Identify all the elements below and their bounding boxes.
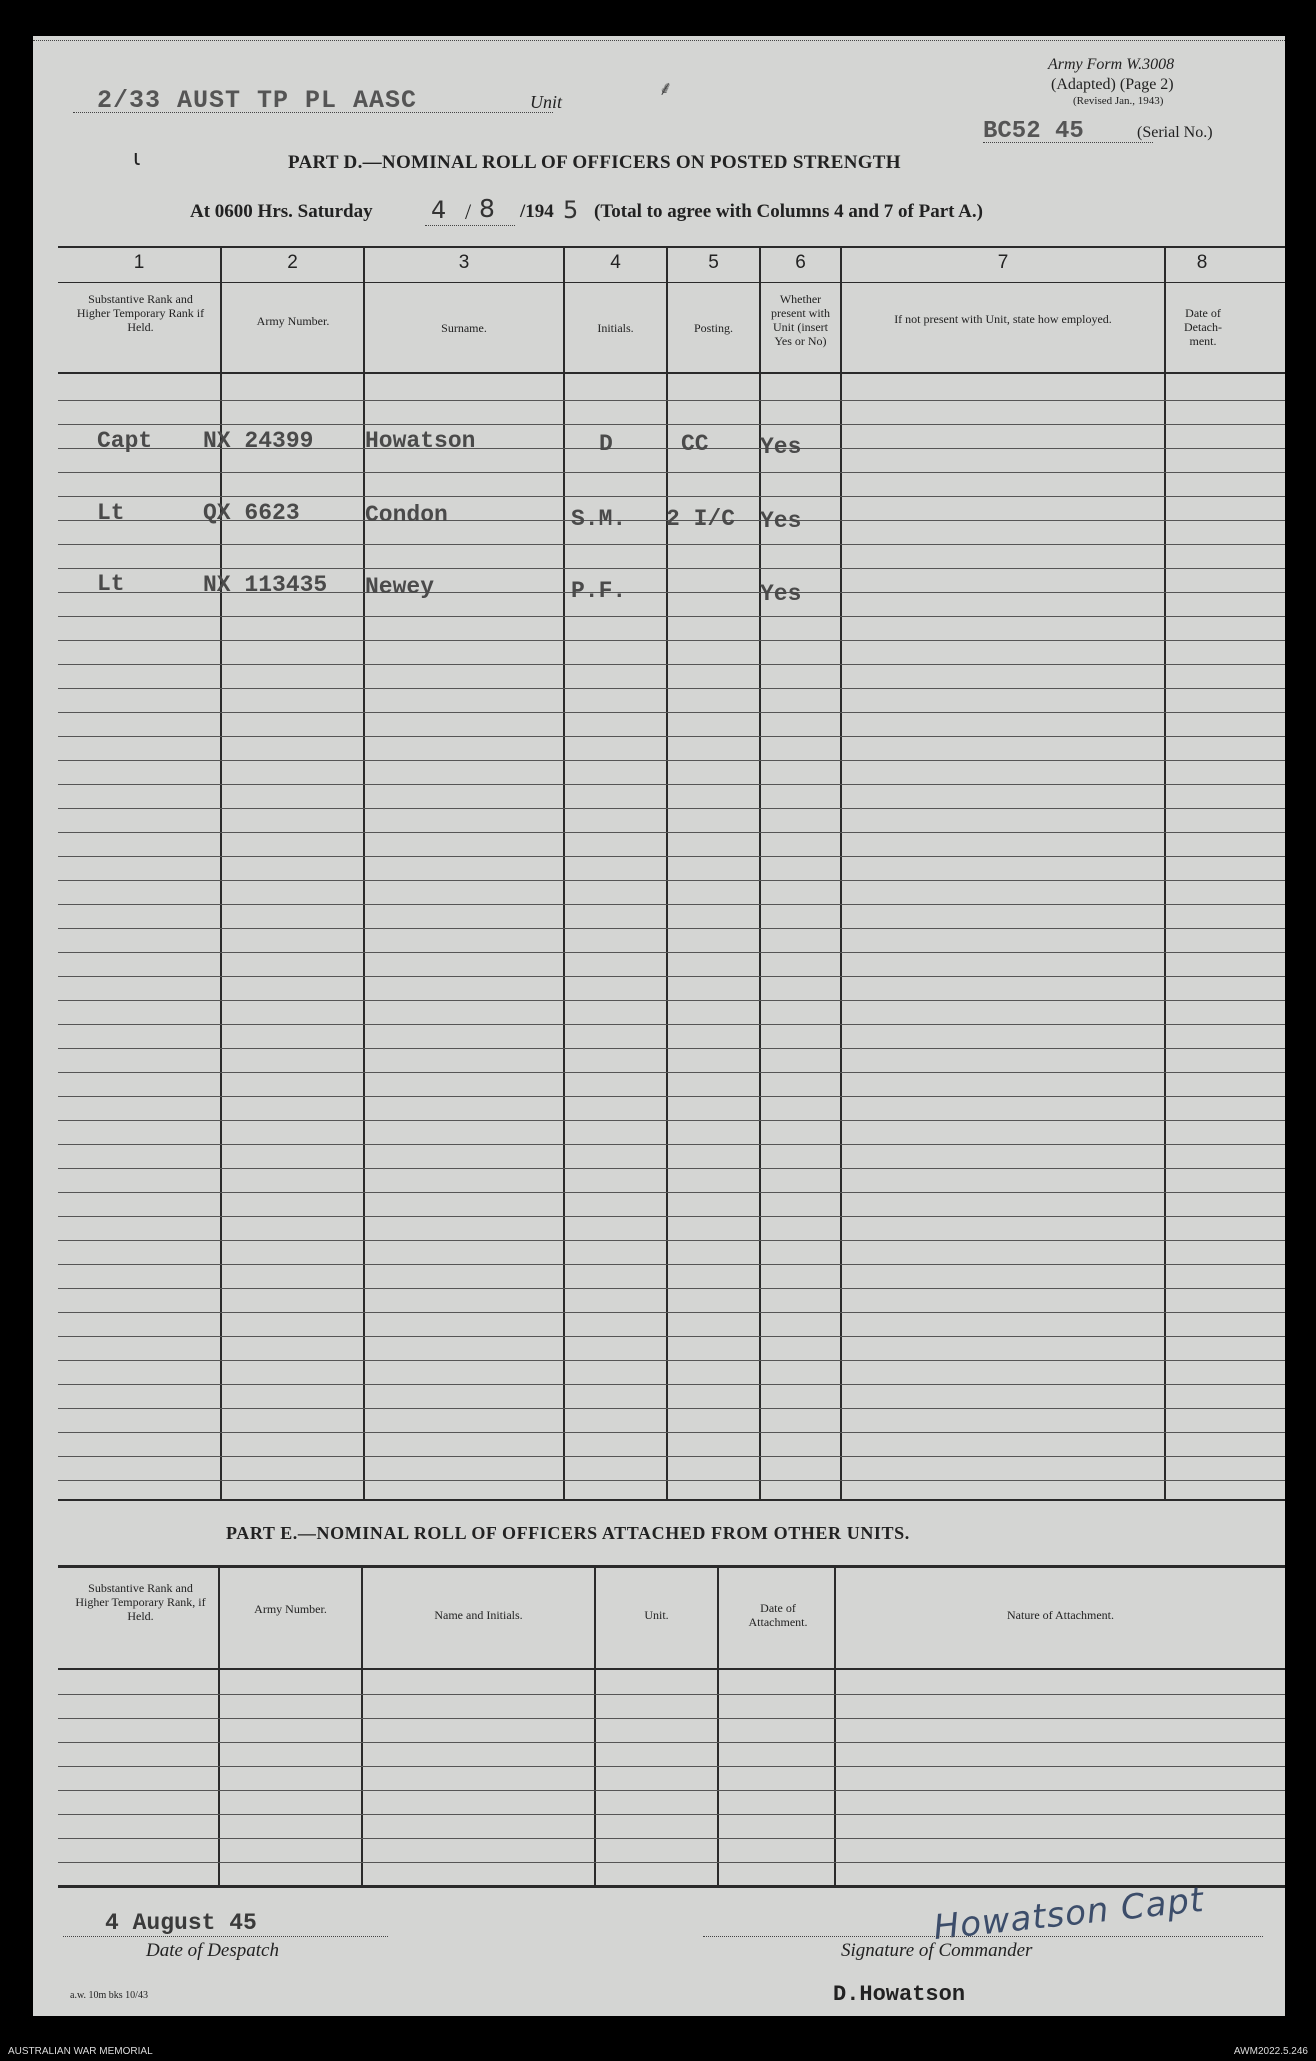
ruled-line (58, 712, 1285, 713)
col-hdr-initials: Initials. (597, 321, 634, 335)
col-e-line-1 (218, 1565, 220, 1885)
date-separator: / (465, 199, 472, 224)
row1-army-number: NX 24399 (203, 428, 314, 454)
date-year-digit: 5 (563, 196, 579, 224)
ruled-line (58, 1216, 1285, 1217)
at-prefix: At 0600 Hrs. Saturday (190, 201, 373, 222)
col-e-hdr-rank: Substantive Rank and Higher Temporary Rank, if Held. (75, 1581, 206, 1623)
table-d-bottom (58, 1499, 1285, 1501)
table-e-header-bottom (58, 1668, 1285, 1670)
ruled-line (58, 1048, 1285, 1049)
ruled-line (58, 1240, 1285, 1241)
row2-initials: S.M. (571, 506, 627, 532)
signature-label: Signature of Commander (841, 1940, 1033, 1961)
date-month: 8 (479, 194, 495, 223)
ruled-line (58, 1862, 1285, 1863)
col-num-8: 8 (1196, 252, 1208, 273)
col-e-hdr-name: Name and Initials. (434, 1608, 523, 1622)
ruled-line (58, 544, 1285, 545)
despatch-dotline (63, 1936, 388, 1937)
unit-value: 2/33 AUST TP PL AASC (97, 86, 418, 115)
ruled-line (58, 1432, 1285, 1433)
commander-signature: Howatson Capt (931, 1879, 1207, 1949)
ruled-line (58, 1192, 1285, 1193)
despatch-date-value: 4 August 45 (105, 1910, 257, 1936)
ruled-line (58, 856, 1285, 857)
col-num-2: 2 (287, 252, 298, 273)
serial-value: BC52 45 (983, 118, 1084, 145)
ruled-line (58, 1024, 1285, 1025)
ruled-line (58, 1120, 1285, 1121)
ruled-line (58, 1312, 1285, 1313)
table-e-top (58, 1565, 1285, 1568)
ruled-line (58, 1742, 1285, 1743)
col-num-1: 1 (133, 252, 145, 273)
date-day: 4 (431, 196, 447, 224)
col-e-hdr-army-number: Army Number. (254, 1602, 327, 1616)
col-e-line-4 (717, 1565, 719, 1885)
row2-surname: Condon (365, 502, 448, 528)
archive-right-label: AWM2022.5.246 (1233, 2046, 1308, 2057)
row2-posting: 2 I/C (666, 506, 736, 532)
part-d-title: PART D.—NOMINAL ROLL OF OFFICERS ON POSTED STRENGTH (288, 152, 901, 173)
ruled-line (58, 976, 1285, 977)
ruled-line (58, 1790, 1285, 1791)
ruled-line (58, 1480, 1285, 1481)
ruled-line (58, 1264, 1285, 1265)
ruled-line (58, 1814, 1285, 1815)
tick-mark: ɩ (133, 146, 141, 171)
typed-name: D.Howatson (833, 1982, 966, 2007)
col-e-hdr-unit: Unit. (644, 1608, 669, 1622)
ruled-line (58, 1168, 1285, 1169)
row3-surname: Newey (365, 574, 435, 600)
date-dotline (425, 225, 515, 226)
ruled-line (58, 904, 1285, 905)
despatch-label: Date of Despatch (146, 1940, 279, 1961)
col-num-6: 6 (795, 252, 806, 273)
col-e-hdr-nature: Nature of Attachment. (1007, 1608, 1114, 1622)
ruled-line (58, 1096, 1285, 1097)
table-d-numrow-bottom (58, 282, 1285, 283)
col-e-hdr-attachment-date: Date of Attachment. (748, 1601, 808, 1629)
col-hdr-posting: Posting. (693, 321, 733, 335)
col-hdr-present: Whether present with Unit (insert Yes or No) (771, 292, 830, 348)
col-hdr-rank: Substantive Rank and Higher Temporary Rank if Held. (76, 292, 205, 334)
row1-surname: Howatson (365, 428, 476, 454)
part-e-title: PART E.—NOMINAL ROLL OF OFFICERS ATTACHED FROM OTHER UNITS. (226, 1523, 910, 1543)
serial-dotline (983, 142, 1153, 143)
revised-label: (Revised Jan., 1943) (1073, 95, 1164, 107)
row2-army-number: QX 6623 (203, 500, 300, 526)
row3-present: Yes (760, 581, 802, 607)
ruled-line (58, 1718, 1285, 1719)
serial-label: (Serial No.) (1137, 124, 1213, 141)
ruled-line (58, 1408, 1285, 1409)
table-e-bottom (58, 1885, 1285, 1888)
form-sheet (33, 36, 1285, 2016)
row1-initials: D (599, 431, 613, 457)
table-d-top (58, 246, 1285, 248)
top-perforation (33, 40, 1285, 41)
col-num-5: 5 (708, 252, 719, 273)
stamp-mark: ⸙ (658, 76, 673, 100)
ruled-line (58, 1000, 1285, 1001)
ruled-line (58, 928, 1285, 929)
row1-present: Yes (760, 434, 802, 460)
col-num-7: 7 (997, 252, 1009, 273)
ruled-line (58, 1360, 1285, 1361)
ruled-line (58, 400, 1285, 401)
ruled-line (58, 1384, 1285, 1385)
row3-army-number: NX 113435 (203, 572, 328, 598)
col-num-3: 3 (458, 252, 470, 273)
ruled-line (58, 952, 1285, 953)
ruled-line (58, 808, 1285, 809)
ruled-line (58, 1072, 1285, 1073)
col-hdr-army-number: Army Number. (256, 314, 330, 328)
at-suffix: (Total to agree with Columns 4 and 7 of Part A.) (594, 201, 983, 222)
ruled-line (58, 832, 1285, 833)
row1-posting: CC (681, 431, 709, 457)
army-form-label: Army Form W.3008 (1048, 56, 1175, 73)
ruled-line (58, 880, 1285, 881)
ruled-line (58, 1838, 1285, 1839)
ruled-line (58, 1288, 1285, 1289)
ruled-line (58, 472, 1285, 473)
adapted-page-label: (Adapted) (Page 2) (1051, 76, 1174, 93)
ruled-line (58, 568, 1285, 569)
col-num-4: 4 (610, 252, 621, 273)
ruled-line (58, 640, 1285, 641)
unit-label: Unit (530, 92, 563, 112)
ruled-line (58, 1766, 1285, 1767)
archive-left-label: AUSTRALIAN WAR MEMORIAL (8, 2046, 153, 2057)
col-hdr-surname: Surname. (441, 321, 487, 335)
ruled-line (58, 736, 1285, 737)
table-d-header-bottom (58, 372, 1285, 374)
print-code: a.w. 10m bks 10/43 (70, 1990, 148, 2001)
date-year-prefix: /194 (520, 201, 554, 222)
ruled-line (58, 760, 1285, 761)
row3-rank: Lt (97, 571, 125, 597)
row2-present: Yes (760, 508, 802, 534)
row3-initials: P.F. (571, 578, 627, 604)
col-hdr-detachment: Date of Detach-ment. (1184, 306, 1222, 348)
ruled-line (58, 496, 1285, 497)
ruled-line (58, 616, 1285, 617)
unit-dotline (73, 112, 553, 113)
ruled-line (58, 1694, 1285, 1695)
ruled-line (58, 1144, 1285, 1145)
signature-dotline (703, 1936, 1263, 1937)
col-hdr-employed: If not present with Unit, state how employed. (894, 312, 1112, 326)
ruled-line (58, 784, 1285, 785)
ruled-line (58, 1456, 1285, 1457)
ruled-line (58, 664, 1285, 665)
ruled-line (58, 424, 1285, 425)
row2-rank: Lt (97, 500, 125, 526)
ruled-line (58, 688, 1285, 689)
ruled-line (58, 1336, 1285, 1337)
row1-rank: Capt (97, 428, 153, 454)
